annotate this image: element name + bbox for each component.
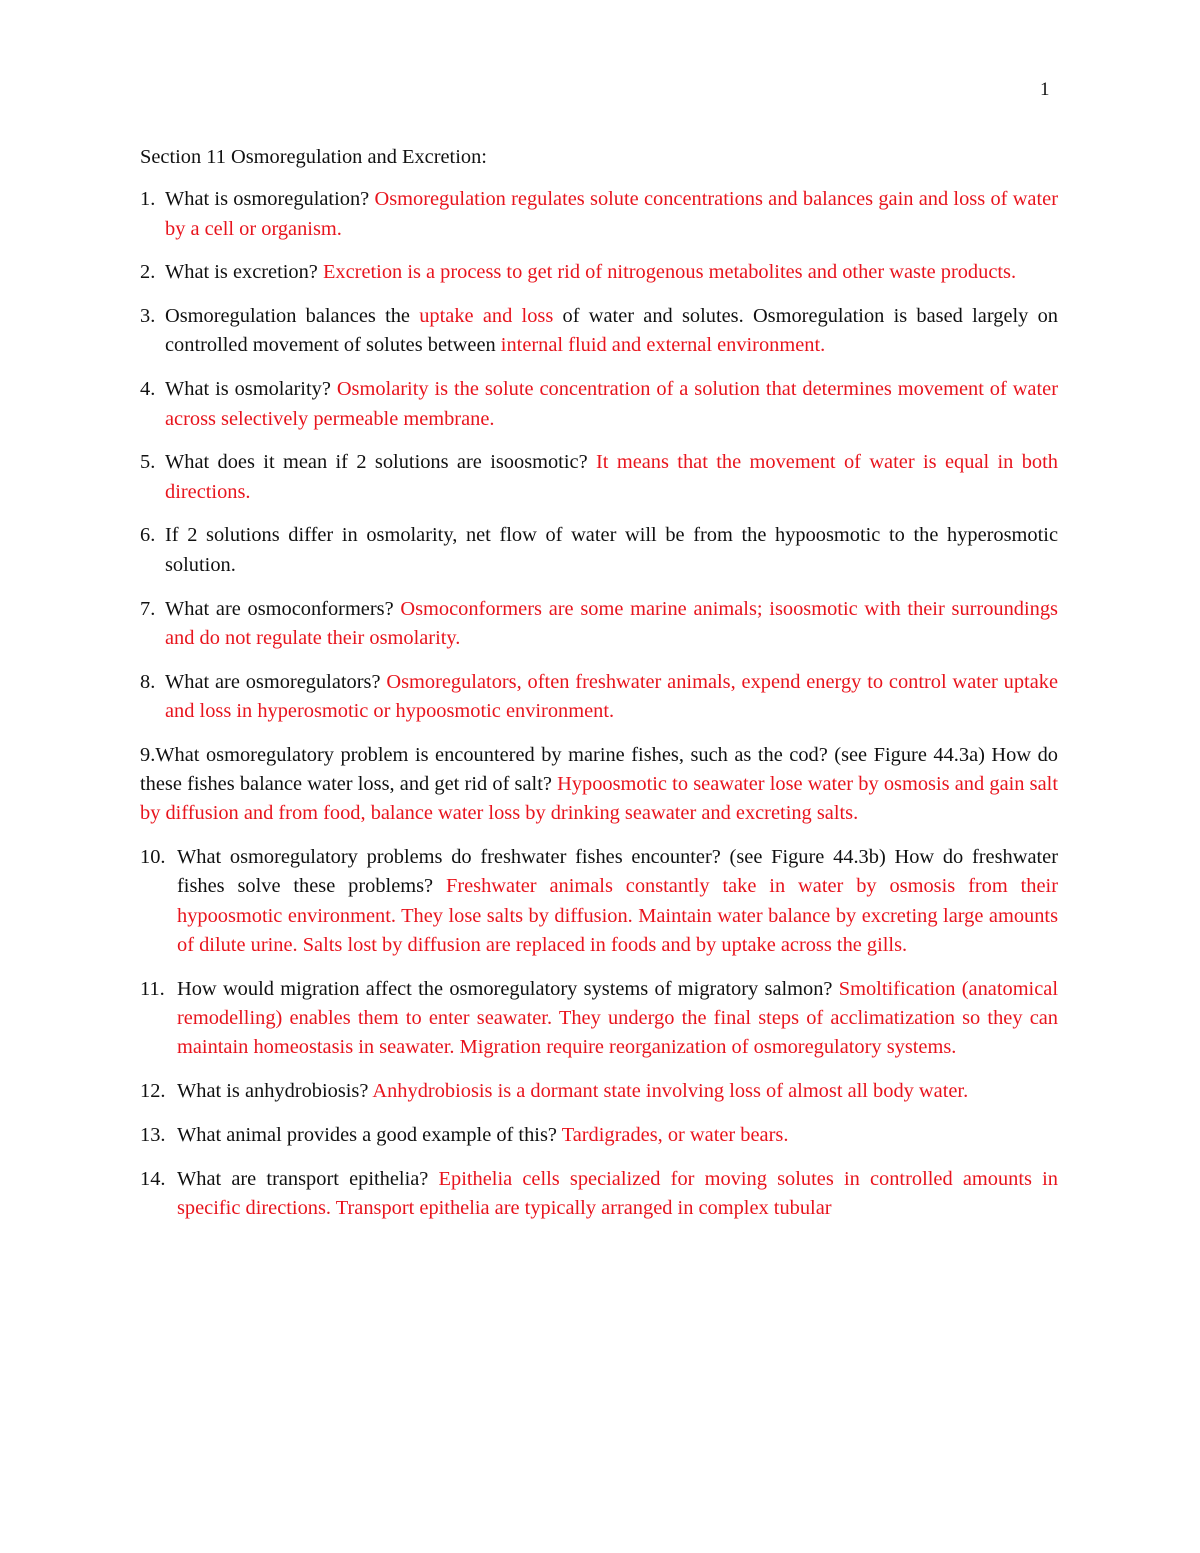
question-item (140, 258, 1058, 287)
item-text (177, 1077, 1058, 1106)
answer-text: Excretion is a process to get rid of nitrogenous metabolites and other waste products. (322, 261, 1017, 284)
question-text: What are osmoconformers? (165, 597, 401, 620)
statement-text: Osmoregulation balances the (165, 305, 420, 328)
item-text (177, 1165, 1058, 1224)
item-number: 5. (140, 451, 156, 474)
item-text (177, 975, 1058, 1063)
answer-text: Smoltification (anatomical remodelling) enables them to enter seawater. They undergo the final steps of acclimatization so they can maintain homeostasis in seawater. Migration require reorganization of osmoregulatory systems. (177, 977, 1058, 1059)
section-title: Section 11 Osmoregulation and Excretion: (140, 146, 487, 168)
question-text: What is anhydrobiosis? (177, 1080, 373, 1103)
item-number: 2. (140, 261, 156, 284)
answer-text: Tardigrades, or water bears. (561, 1124, 789, 1147)
item-number: 3. (140, 305, 156, 328)
item-text (177, 1121, 1058, 1150)
answer-text: Osmolarity is the solute concentration of a solution that determines movement of water across selectively permeable membrane. (165, 378, 1058, 430)
statement-text: If 2 solutions differ in osmolarity, net flow of water will be from the hypoosmotic to the hyperosmotic solution. (165, 524, 1058, 576)
question-item (140, 975, 1058, 1063)
item-text (165, 668, 1058, 727)
question-item (140, 1121, 1058, 1150)
item-number: 11. (140, 977, 165, 1000)
answer-text: Hypoosmotic to seawater lose water by osmosis and gain salt by diffusion and from food, balance water loss by drinking seawater and excreting salts. (140, 773, 1058, 825)
item-number: 13. (140, 1124, 166, 1147)
statement-text: of water and solutes. Osmoregulation is based largely on controlled movement of solutes between (165, 305, 1058, 357)
question-item (140, 595, 1058, 654)
question-text: 9.What osmoregulatory problem is encountered by marine fishes, such as the cod? (see Figure 44.3a) How do these fishes balance water loss, and get rid of salt? (140, 743, 1058, 796)
answer-text: uptake and loss (419, 305, 554, 328)
answer-text: Osmoregulators, often freshwater animals, expend energy to control water uptake and loss in hyperosmotic or hypoosmotic environment. (165, 670, 1058, 722)
item-number: 6. (140, 524, 156, 547)
item-text (177, 843, 1058, 960)
question-item (140, 668, 1058, 727)
question-item (140, 1077, 1058, 1106)
item-text (165, 302, 1058, 361)
question-text: What are transport epithelia? (177, 1167, 439, 1190)
item-text (165, 595, 1058, 654)
question-text: What is excretion? (165, 261, 323, 284)
question-text: What osmoregulatory problems do freshwater fishes encounter? (see Figure 44.3b) How do freshwater fishes solve these problems? (177, 846, 1058, 898)
page-number: 1 (1040, 79, 1050, 100)
question-text: What animal provides a good example of this? (177, 1124, 562, 1147)
item-number: 10. (140, 846, 166, 869)
answer-text: Freshwater animals constantly take in water by osmosis from their hypoosmotic environment. They lose salts by diffusion. Maintain water balance by excreting large amounts of dilute urine. Salts lost by diffusion are replaced in foods and by uptake across the gills. (177, 875, 1058, 957)
question-text: What is osmoregulation? (165, 188, 375, 211)
answer-text: internal fluid and external environment. (500, 334, 826, 357)
item-number: 8. (140, 670, 156, 693)
answer-text: Osmoconformers are some marine animals; isoosmotic with their surroundings and do not regulate their osmolarity. (165, 597, 1058, 649)
item-text (165, 258, 1058, 287)
item-number: 12. (140, 1080, 166, 1103)
answer-text: Osmoregulation regulates solute concentrations and balances gain and loss of water by a cell or organism. (165, 188, 1058, 240)
answer-text: It means that the movement of water is equal in both directions. (165, 451, 1058, 503)
item-number: 1. (140, 188, 156, 211)
question-text: What are osmoregulators? (165, 670, 387, 693)
question-item (140, 741, 1058, 829)
question-text: How would migration affect the osmoregulatory systems of migratory salmon? (177, 977, 839, 1000)
question-text: What is osmolarity? (165, 378, 337, 401)
question-item (140, 185, 1058, 244)
item-text (165, 521, 1058, 580)
question-text: What does it mean if 2 solutions are isoosmotic? (165, 451, 596, 474)
question-item (140, 843, 1058, 960)
document-body (140, 143, 1058, 1238)
item-text (165, 185, 1058, 244)
question-item (140, 448, 1058, 507)
item-text (165, 375, 1058, 434)
item-number: 14. (140, 1167, 166, 1190)
item-text (165, 448, 1058, 507)
answer-text: Epithelia cells specialized for moving solutes in controlled amounts in specific directions. Transport epithelia are typically arranged in complex tubular (177, 1167, 1058, 1220)
answer-text: Anhydrobiosis is a dormant state involving loss of almost all body water. (372, 1080, 969, 1103)
question-item (140, 1165, 1058, 1224)
question-item (140, 375, 1058, 434)
item-number: 4. (140, 378, 156, 401)
question-item (140, 302, 1058, 361)
question-item (140, 521, 1058, 580)
item-number: 7. (140, 597, 156, 620)
